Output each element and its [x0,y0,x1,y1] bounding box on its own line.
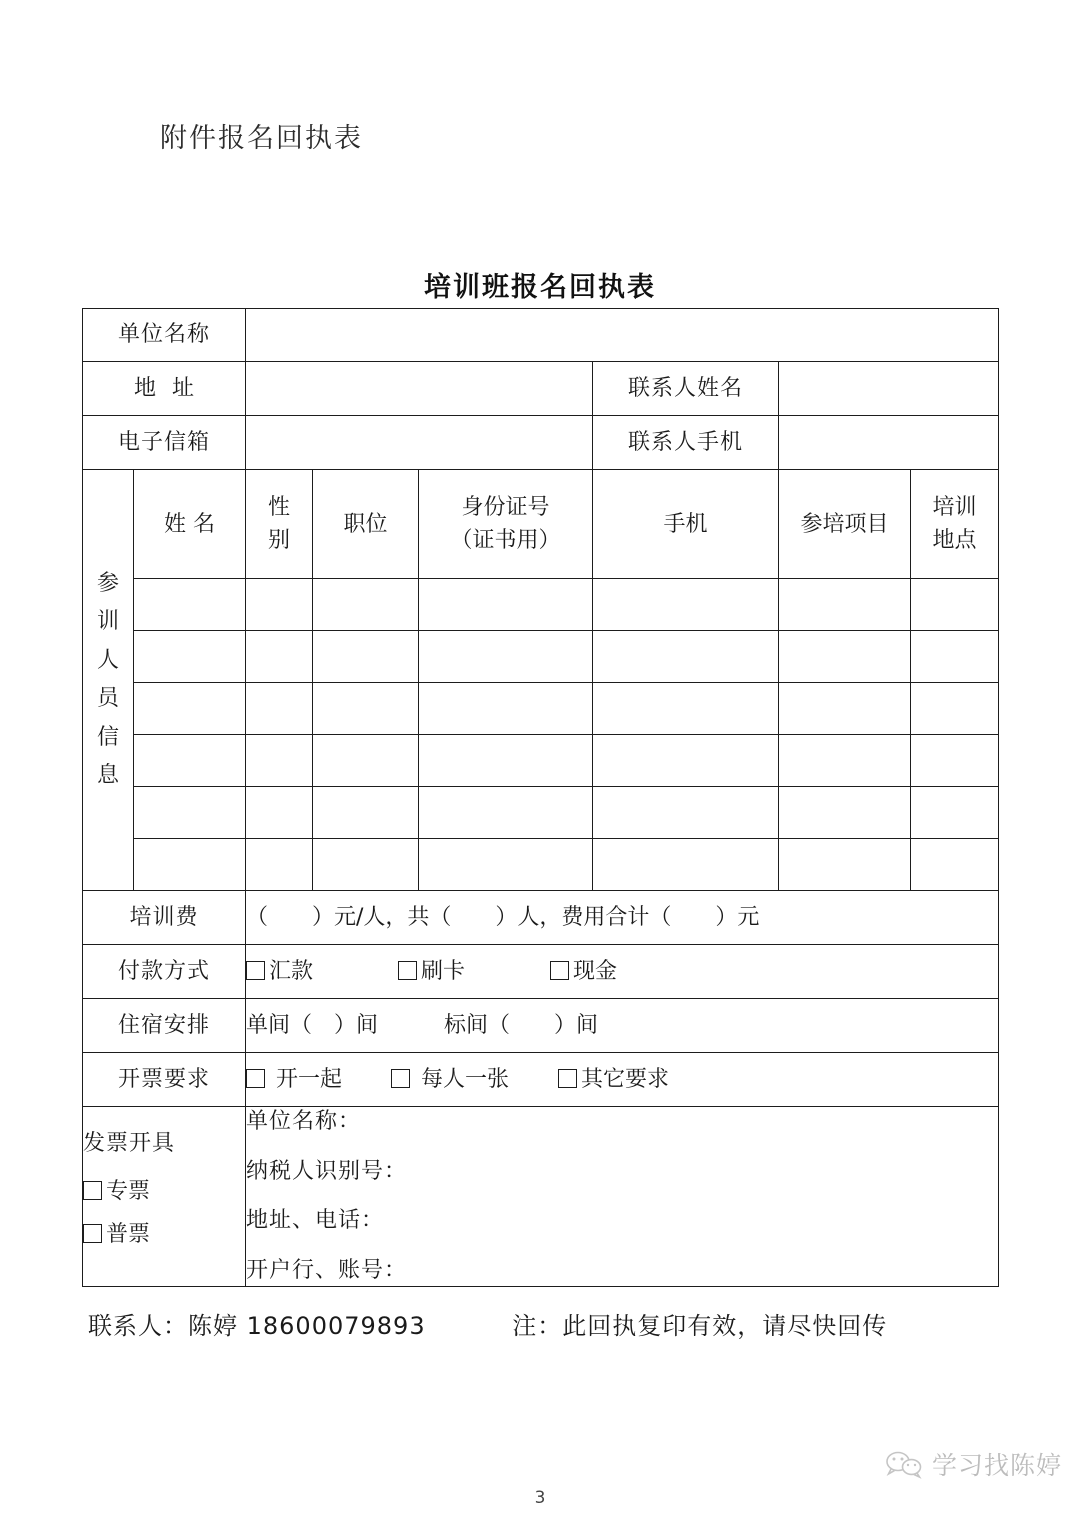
trainee-cell-id-number[interactable] [419,683,593,735]
email-label: 电子信箱 [83,416,246,470]
trainee-cell-program[interactable] [779,839,911,891]
checkbox-special-invoice[interactable] [83,1181,102,1200]
trainee-cell-program[interactable] [779,735,911,787]
trainee-cell-mobile[interactable] [593,787,779,839]
invoice-unit-name-field[interactable]: 单位名称： [246,1109,362,1134]
column-header-gender [246,470,313,579]
trainee-cell-location[interactable] [911,839,999,891]
trainee-cell-id-number[interactable] [419,631,593,683]
payment-option-remittance-label: 汇款 [269,958,314,984]
column-header-location-line-0: 培训 [932,495,977,520]
invoice-type-general-label: 普票 [106,1222,151,1248]
trainee-label-char-4: 信 [96,724,119,750]
invoice-type-special-label: 专票 [106,1178,151,1204]
payment-options [246,945,999,999]
table-row-unit-name [83,309,999,362]
table-row-address [83,362,999,416]
page-number: 3 [534,1488,546,1508]
invoice-detail-fields [246,1107,999,1287]
contact-name-label: 联系人姓名 [593,362,779,416]
trainee-cell-id-number[interactable] [419,735,593,787]
trainee-label-char-0: 参 [96,570,119,596]
trainee-cell-name[interactable] [134,787,246,839]
table-row-email [83,416,999,470]
trainee-cell-gender[interactable] [246,735,313,787]
fee-label: 培训费 [83,891,246,945]
contact-name-field[interactable] [779,362,999,416]
checkbox-card[interactable] [398,961,417,980]
invoice-option-per-person[interactable] [391,1065,509,1095]
trainee-cell-position[interactable] [313,735,419,787]
unit-name-label: 单位名称 [83,309,246,362]
payment-option-card-label: 刷卡 [421,958,466,984]
trainee-label-char-2: 人 [96,647,119,673]
table-row [83,839,999,891]
column-header-location [911,470,999,579]
trainee-cell-position[interactable] [313,839,419,891]
trainee-cell-gender[interactable] [246,683,313,735]
checkbox-other-invoice[interactable] [558,1069,577,1088]
table-row-invoice-request [83,1053,999,1107]
trainee-cell-mobile[interactable] [593,579,779,631]
trainee-cell-position[interactable] [313,683,419,735]
trainee-cell-program[interactable] [779,787,911,839]
payment-option-card[interactable] [398,957,465,987]
column-header-position-line-0: 职位 [343,511,388,537]
column-header-id-number [419,470,593,579]
invoice-option-single[interactable] [246,1065,342,1095]
footer-notes [88,1306,1008,1341]
table-row-payment [83,945,999,999]
column-header-gender-line-0: 性 [268,495,291,520]
trainee-cell-gender[interactable] [246,839,313,891]
contact-mobile-field[interactable] [779,416,999,470]
table-row-fee [83,891,999,945]
checkbox-cash[interactable] [550,961,569,980]
invoice-option-per-person-label: 每人一张 [421,1066,510,1092]
invoice-issue-label: 发票开具 [83,1130,176,1156]
trainee-cell-program[interactable] [779,631,911,683]
checkbox-remittance[interactable] [246,961,265,980]
trainee-section-label [83,470,134,891]
table-row-accommodation [83,999,999,1053]
column-header-name [134,470,246,579]
trainee-cell-gender[interactable] [246,631,313,683]
attachment-label: 附件报名回执表 [160,123,363,154]
trainee-label-char-1: 训 [96,609,119,634]
invoice-bank-account-field[interactable]: 开户行、账号： [246,1258,408,1284]
watermark [884,1446,1062,1482]
table-row [83,579,999,631]
table-row [83,683,999,735]
column-header-gender-line-1: 别 [268,528,291,553]
table-row [83,631,999,683]
trainee-cell-name[interactable] [134,631,246,683]
checkbox-general-invoice[interactable] [83,1224,102,1243]
trainee-cell-location[interactable] [911,579,999,631]
footer-remark: 注：此回执复印有效，请尽快回传 [512,1312,888,1340]
email-field[interactable] [246,416,593,470]
invoice-issue-label-cell [83,1107,246,1287]
trainee-label-char-3: 员 [96,686,119,711]
column-header-id-number-line-1: （证书用） [450,528,561,553]
wechat-icon [884,1449,924,1479]
trainee-cell-location[interactable] [911,631,999,683]
trainee-cell-gender[interactable] [246,787,313,839]
checkbox-per-person-invoice[interactable] [391,1069,410,1088]
checkbox-single-invoice[interactable] [246,1069,265,1088]
column-header-id-number-line-0: 身份证号 [461,495,550,520]
watermark-text: 学习找陈婷 [931,1451,1062,1480]
table-row-invoice-issue [83,1107,999,1287]
trainee-cell-position[interactable] [313,787,419,839]
trainee-cell-program[interactable] [779,683,911,735]
trainee-cell-name[interactable] [134,579,246,631]
invoice-option-other-label: 其它要求 [581,1066,670,1092]
column-header-program [779,470,911,579]
invoice-option-other[interactable] [558,1065,669,1095]
payment-option-cash-label: 现金 [573,958,618,984]
table-row-trainee-header [83,470,999,579]
trainee-cell-position[interactable] [313,631,419,683]
registration-form-table [82,308,999,1287]
payment-option-cash[interactable] [550,957,617,987]
trainee-cell-location[interactable] [911,787,999,839]
trainee-cell-mobile[interactable] [593,683,779,735]
trainee-cell-location[interactable] [911,683,999,735]
column-header-position [313,470,419,579]
column-header-location-line-1: 地点 [932,528,977,553]
invoice-option-single-label: 开一起 [276,1066,343,1092]
trainee-section-label-stack [83,565,133,796]
trainee-cell-program[interactable] [779,579,911,631]
address-label: 地址 [83,362,246,416]
column-header-name-line-0: 姓 名 [164,511,215,537]
trainee-label-char-5: 息 [96,763,119,788]
taxpayer-id-field[interactable]: 纳税人识别号： [246,1158,408,1184]
unit-name-field[interactable] [246,309,999,362]
payment-label: 付款方式 [83,945,246,999]
trainee-cell-id-number[interactable] [419,839,593,891]
trainee-cell-id-number[interactable] [419,787,593,839]
invoice-request-label: 开票要求 [83,1053,246,1107]
address-field[interactable] [246,362,593,416]
column-header-mobile-line-0: 手机 [663,511,708,537]
trainee-cell-mobile[interactable] [593,631,779,683]
invoice-request-options [246,1053,999,1107]
column-header-program-line-0: 参培项目 [800,511,889,537]
footer-contact: 联系人：陈婷 18600079893 [88,1312,426,1340]
trainee-cell-position[interactable] [313,579,419,631]
trainee-cell-id-number[interactable] [419,579,593,631]
column-header-mobile [593,470,779,579]
accommodation-value-text[interactable]: 单间（ ）间 标间（ ）间 [246,999,999,1053]
accommodation-label: 住宿安排 [83,999,246,1053]
trainee-cell-mobile[interactable] [593,839,779,891]
trainee-cell-name[interactable] [134,683,246,735]
trainee-cell-name[interactable] [134,839,246,891]
payment-option-remittance[interactable] [246,957,313,987]
table-row [83,735,999,787]
page-title: 培训班报名回执表 [424,272,656,303]
trainee-cell-mobile[interactable] [593,735,779,787]
invoice-type-general[interactable] [83,1220,245,1250]
trainee-cell-gender[interactable] [246,579,313,631]
fee-value-text[interactable]: （ ）元/人，共（ ）人，费用合计（ ）元 [246,891,999,945]
table-row [83,787,999,839]
invoice-type-special[interactable] [83,1177,245,1207]
invoice-address-phone-field[interactable]: 地址、电话： [246,1208,385,1234]
trainee-cell-name[interactable] [134,735,246,787]
trainee-cell-location[interactable] [911,735,999,787]
contact-mobile-label: 联系人手机 [593,416,779,470]
